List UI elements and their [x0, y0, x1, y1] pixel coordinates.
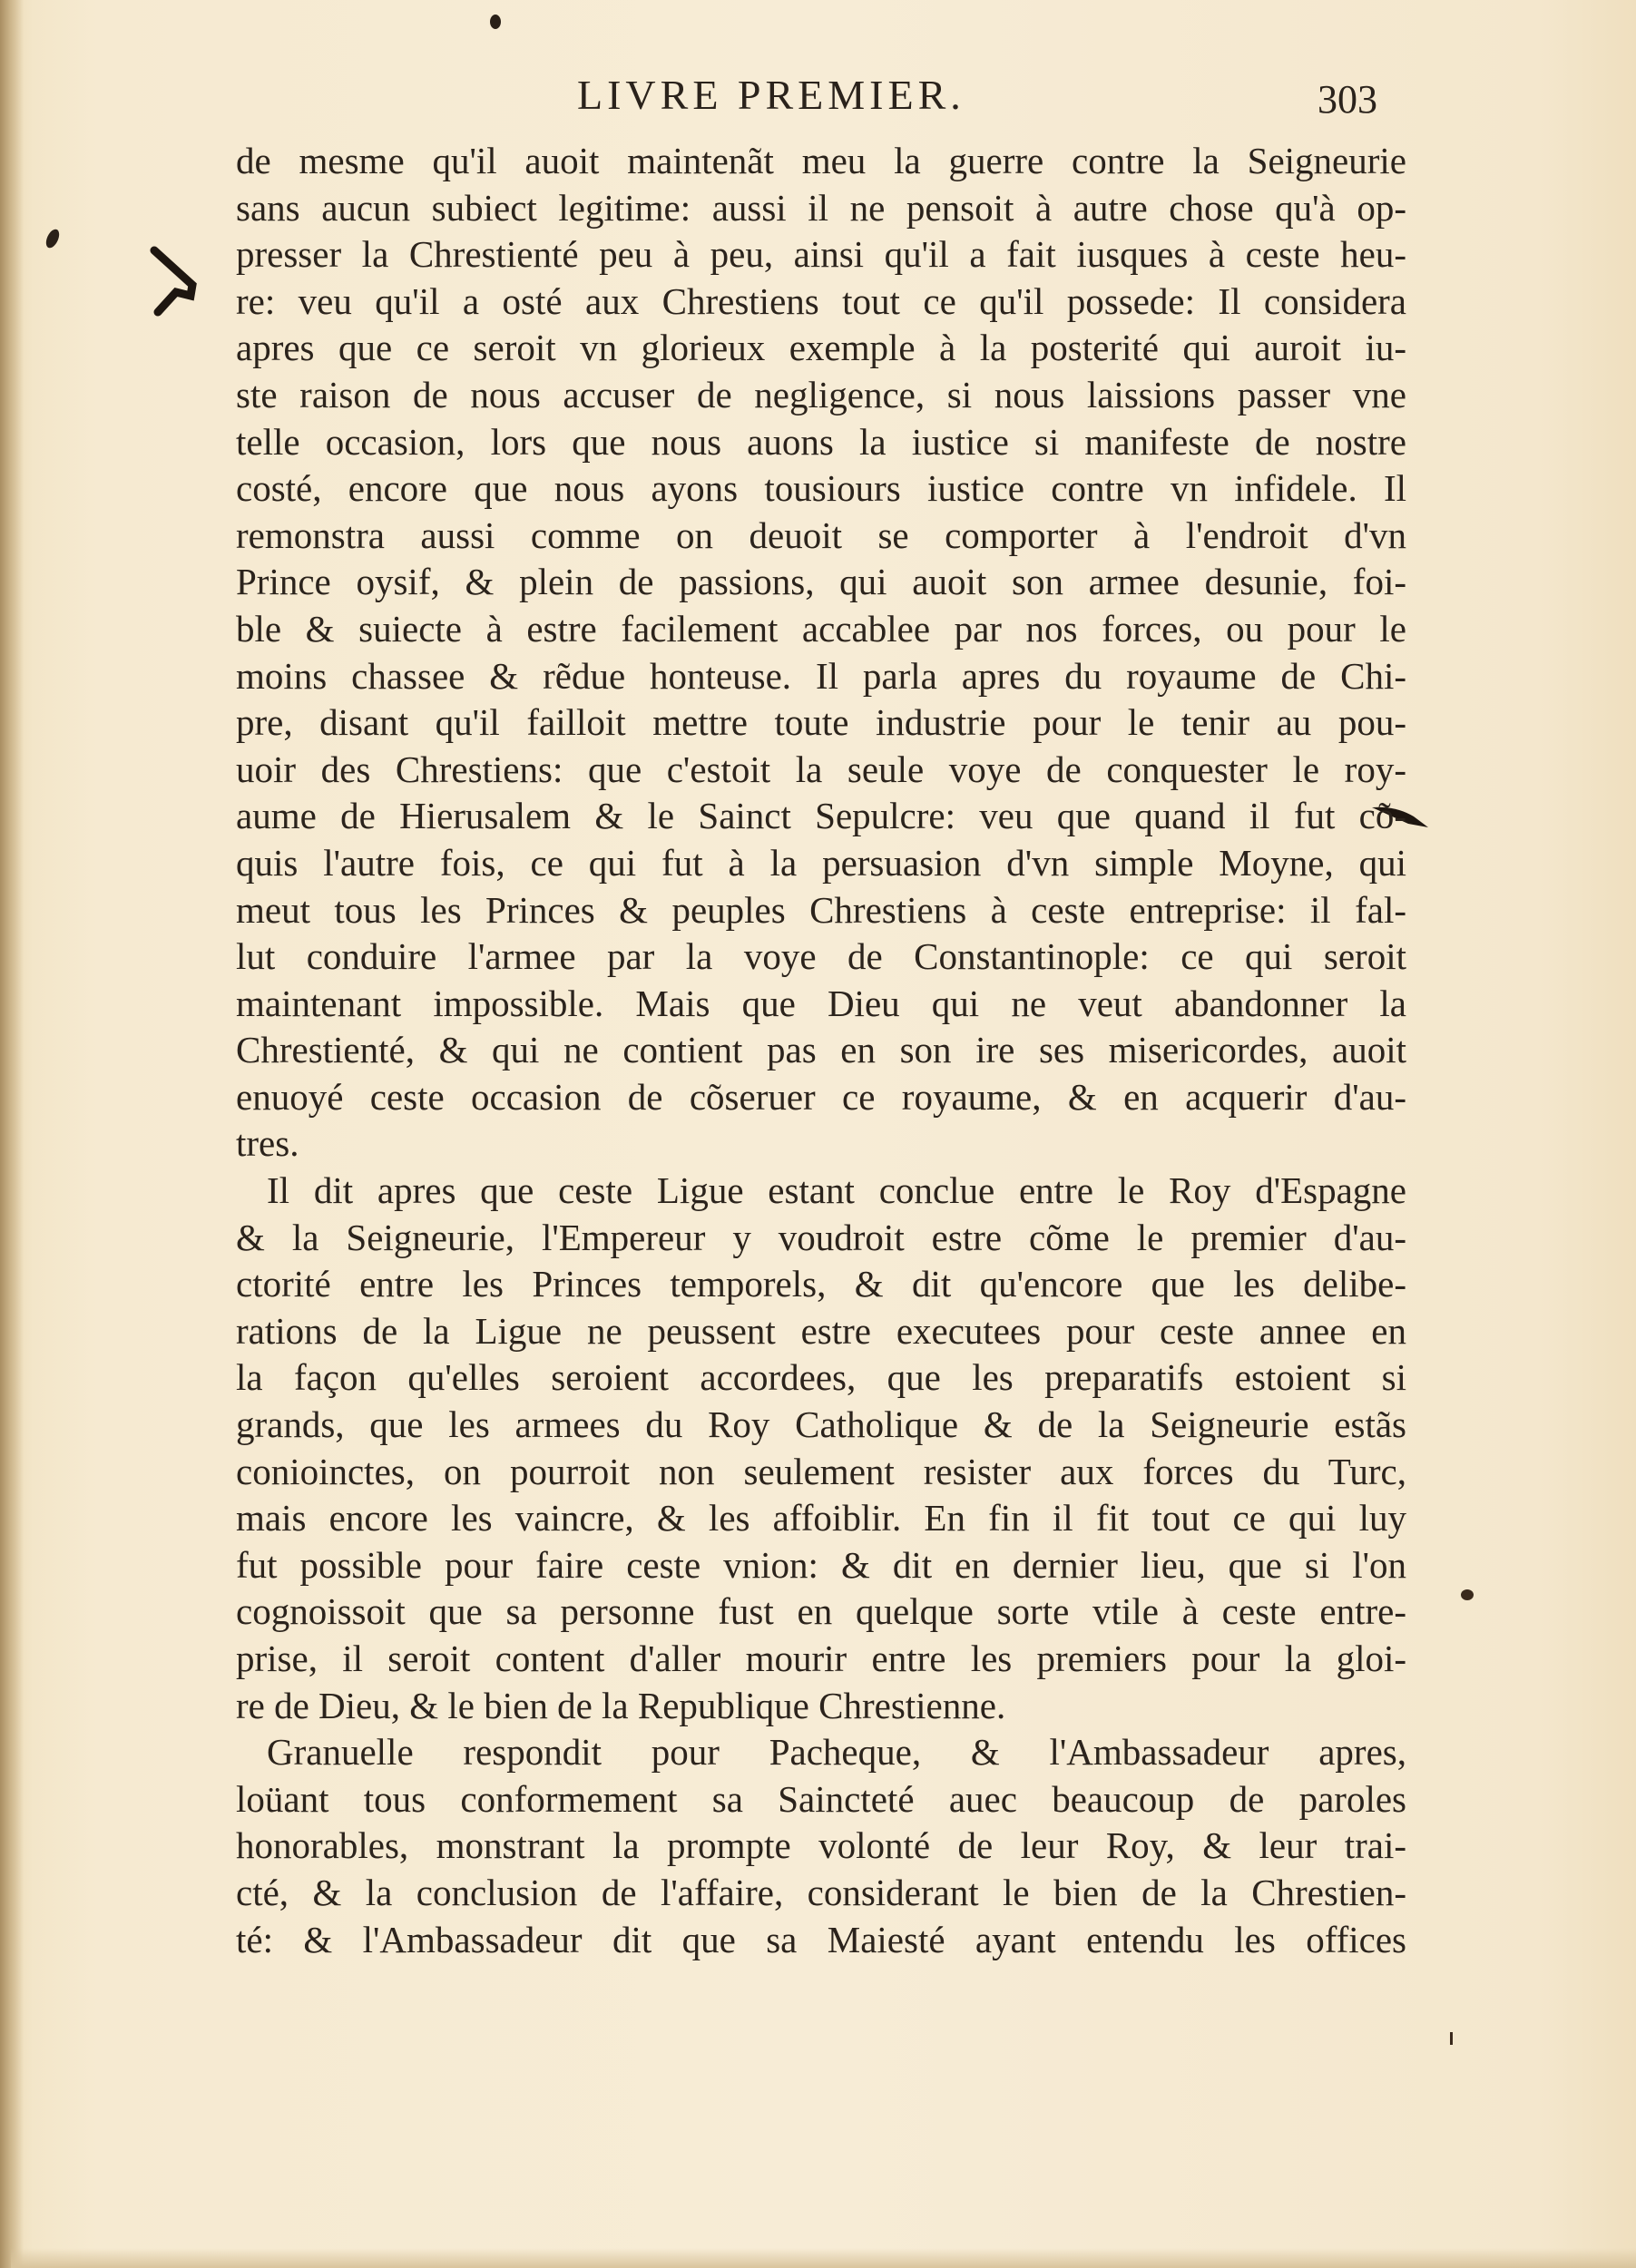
text-line: sans aucun subiect legitime: aussi il ne pensoit à autre chose qu'à op- — [236, 186, 1406, 229]
text-line: prise, il seroit content d'aller mourir entre les premiers pour la gloi- — [236, 1637, 1406, 1679]
paragraph-start-line: Il dit apres que ceste Ligue estant conclue entre le Roy d'Espagne — [267, 1169, 1406, 1212]
text-line: apres que ce seroit vn glorieux exemple à la posterité qui auroit iu- — [236, 327, 1406, 369]
text-line: ble & suiecte à estre facilement accablee par nos forces, ou pour le — [236, 607, 1406, 650]
running-head — [0, 71, 1636, 125]
text-line: conioinctes, on pourroit non seulement resister aux forces du Turc, — [236, 1450, 1406, 1492]
text-line: loüant tous conformement sa Saincteté auec beaucoup de paroles — [236, 1777, 1406, 1820]
text-line: mais encore les vaincre, & les affoiblir. En fin il fit tout ce qui luy — [236, 1497, 1406, 1540]
margin-tick — [1450, 2032, 1453, 2045]
text-line: grands, que les armees du Roy Catholique & de la Seigneurie estãs — [236, 1403, 1406, 1446]
text-line: Chrestienté, & qui ne contient pas en son ire ses misericordes, auoit — [236, 1029, 1406, 1071]
paragraph-end-line: re de Dieu, & le bien de la Republique Chrestienne. — [236, 1684, 1006, 1726]
text-line: remonstra aussi comme on deuoit se comporter à l'endroit d'vn — [236, 513, 1406, 556]
text-line: re: veu qu'il a osté aux Chrestiens tout ce qu'il possede: Il considera — [236, 279, 1406, 322]
ink-dot — [490, 15, 501, 29]
text-line: rations de la Ligue ne peussent estre executees pour ceste annee en — [236, 1309, 1406, 1352]
text-line: cté, & la conclusion de l'affaire, considerant le bien de la Chrestien- — [236, 1871, 1406, 1913]
text-line: fut possible pour faire ceste vnion: & dit en dernier lieu, que si l'on — [236, 1543, 1406, 1586]
text-line: maintenant impossible. Mais que Dieu qui ne veut abandonner la — [236, 982, 1406, 1024]
text-line: té: & l'Ambassadeur dit que sa Maiesté ayant entendu les offices — [236, 1918, 1406, 1960]
ink-speck — [1461, 1589, 1474, 1600]
text-line: de mesme qu'il auoit maintenãt meu la guerre contre la Seigneurie — [236, 140, 1406, 181]
running-title: LIVRE PREMIER. — [577, 72, 965, 118]
text-line: Prince oysif, & plein de passions, qui auoit son armee desunie, foi- — [236, 561, 1406, 603]
paragraph-end-line: tres. — [236, 1122, 299, 1165]
text-line: lut conduire l'armee par la voye de Constantinople: ce qui seroit — [236, 935, 1406, 978]
page-number: 303 — [1318, 77, 1377, 122]
text-line: meut tous les Princes & peuples Chrestiens à ceste entreprise: il fal- — [236, 888, 1406, 931]
text-line: honorables, monstrant la prompte volonté de leur Roy, & leur trai- — [236, 1824, 1406, 1867]
text-line: ste raison de nous accuser de negligence, si nous laissions passer vne — [236, 373, 1406, 415]
manicule-mark-left — [149, 245, 212, 321]
body-text — [236, 138, 1406, 1963]
text-line: telle occasion, lors que nous auons la iustice si manifeste de nostre — [236, 420, 1406, 463]
paragraph-start-line: Granuelle respondit pour Pacheque, & l'Ambassadeur apres, — [267, 1731, 1406, 1774]
text-line: cognoissoit que sa personne fust en quelque sorte vtile à ceste entre- — [236, 1590, 1406, 1633]
text-line: quis l'autre fois, ce qui fut à la persuasion d'vn simple Moyne, qui — [236, 841, 1406, 884]
text-line: aume de Hierusalem & le Sainct Sepulcre: veu que quand il fut cõ- — [236, 795, 1406, 837]
text-line: moins chassee & rẽdue honteuse. Il parla apres du royaume de Chi- — [236, 654, 1406, 697]
text-line: la façon qu'elles seroient accordees, que les preparatifs estoient si — [236, 1356, 1406, 1399]
text-line: pre, disant qu'il failloit mettre toute industrie pour le tenir au pou- — [236, 701, 1406, 744]
text-line: costé, encore que nous ayons tousiours iustice contre vn infidele. Il — [236, 467, 1406, 510]
text-line: & la Seigneurie, l'Empereur y voudroit estre cõme le premier d'au- — [236, 1216, 1406, 1258]
ink-blot — [44, 227, 62, 249]
text-line: enuoyé ceste occasion de cõseruer ce royaume, & en acquerir d'au- — [236, 1075, 1406, 1118]
text-line: presser la Chrestienté peu à peu, ainsi qu'il a fait iusques à ceste heu- — [236, 233, 1406, 276]
text-line: ctorité entre les Princes temporels, & dit qu'encore que les delibe- — [236, 1263, 1406, 1305]
text-line: uoir des Chrestiens: que c'estoit la seule voye de conquester le roy- — [236, 748, 1406, 790]
